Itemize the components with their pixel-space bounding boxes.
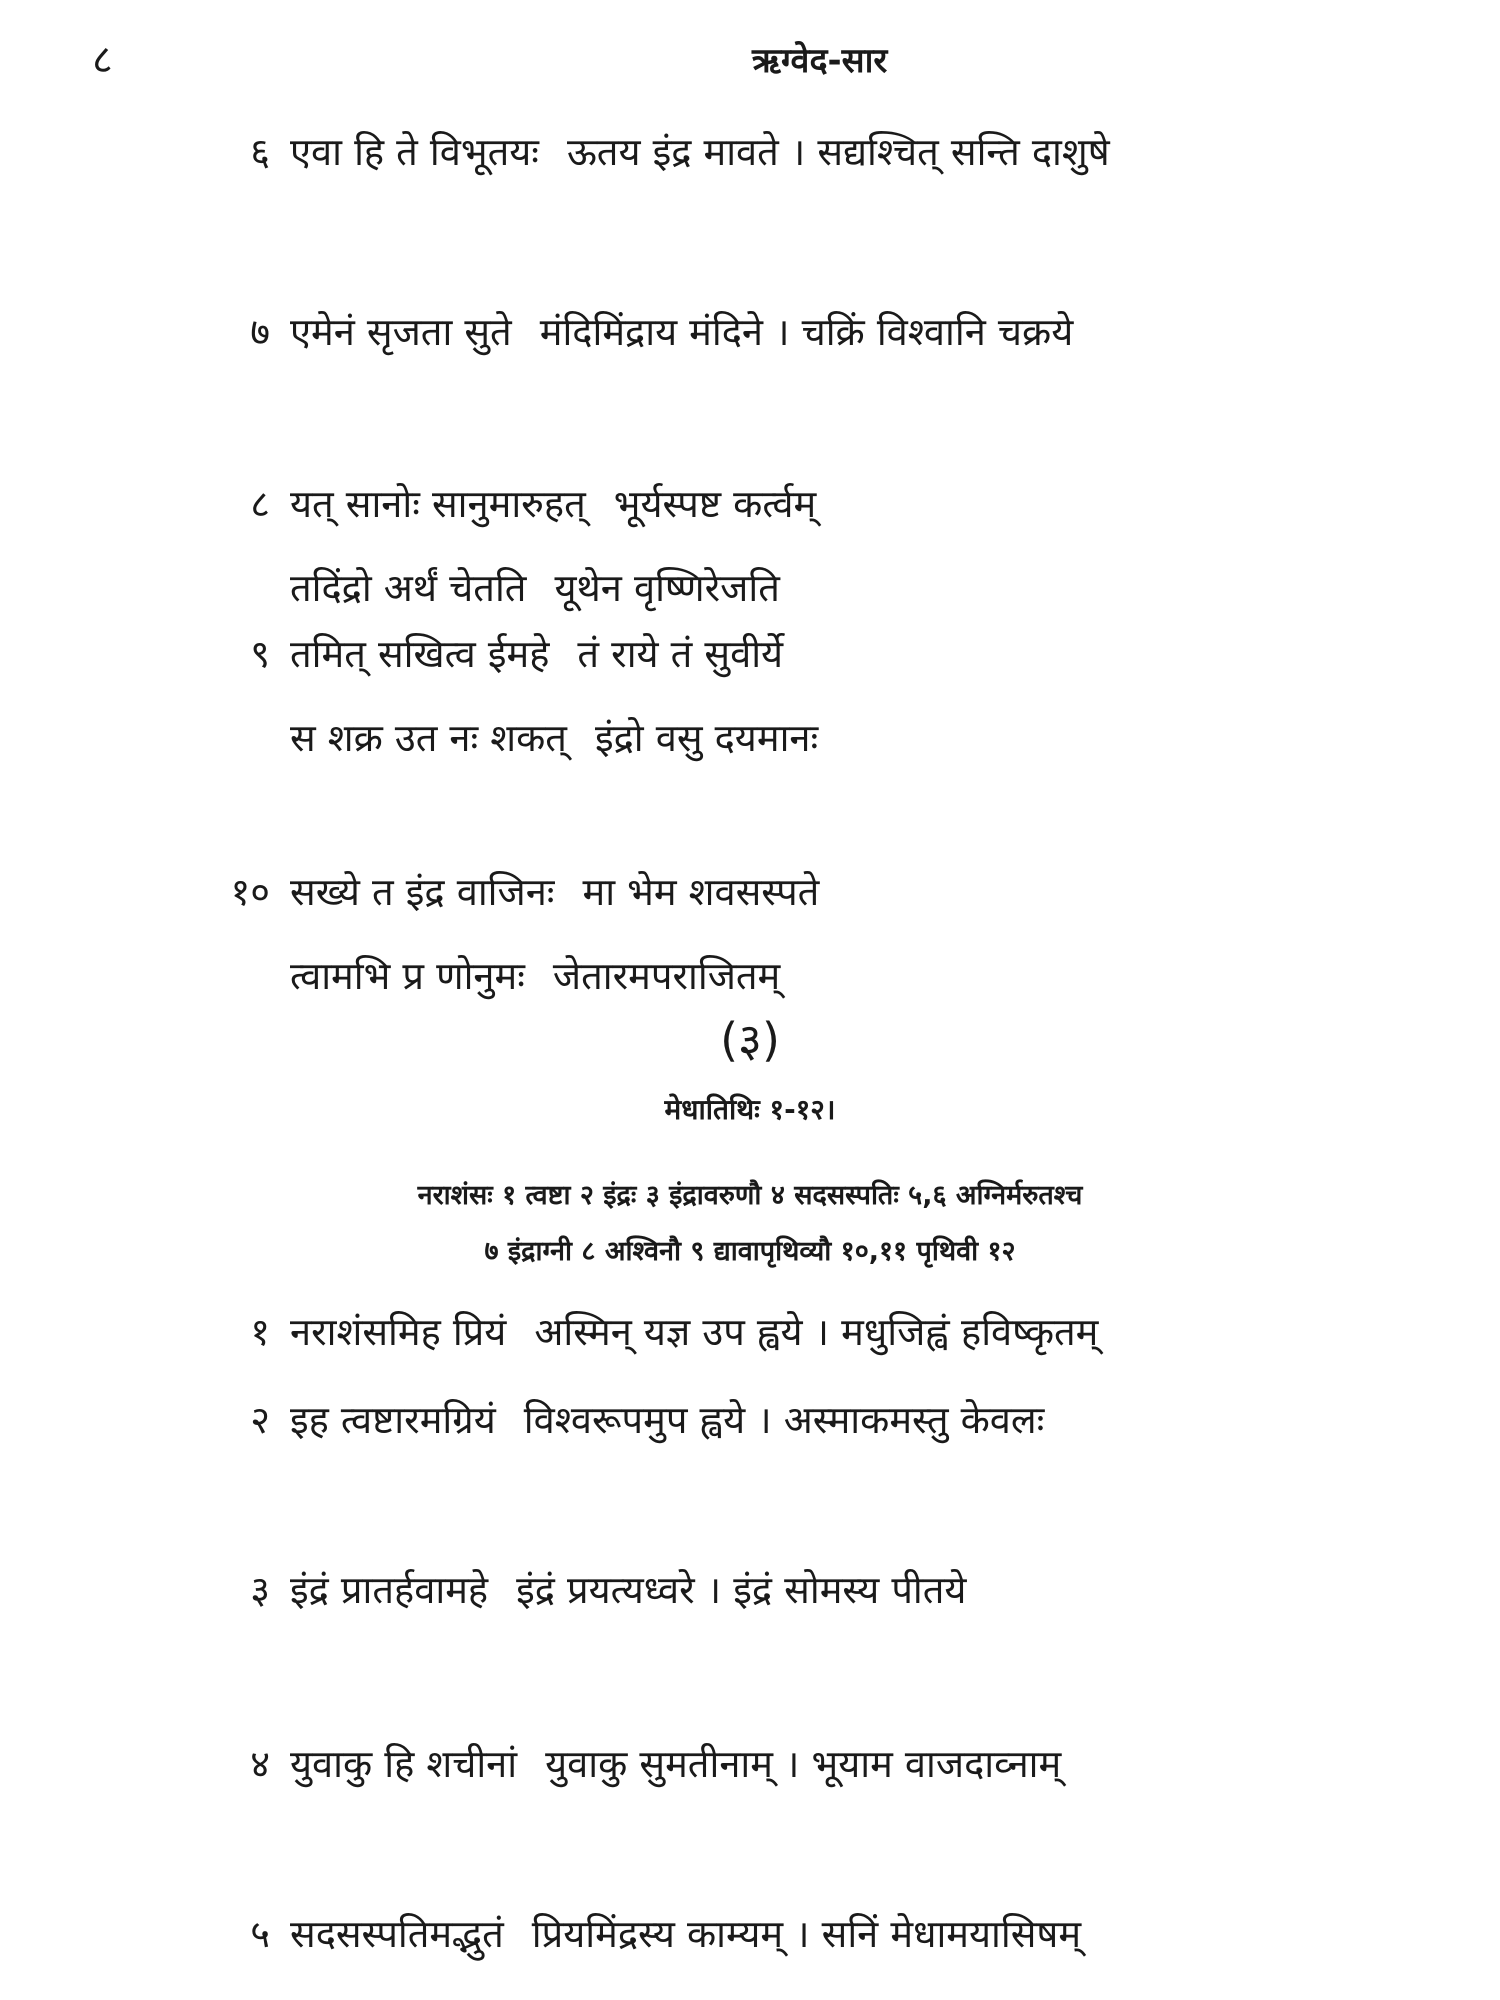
- verse-number: १०: [230, 870, 270, 914]
- section-number: (३): [720, 1013, 780, 1067]
- verse-7: [250, 290, 1074, 374]
- verse-6: [250, 110, 1110, 194]
- verse-3: [250, 1548, 967, 1632]
- verse-number: ३: [250, 1568, 270, 1612]
- devata-block: [0, 1168, 1500, 1280]
- devata-line: नराशंसः १ त्वष्टा २ इंद्रः ३ इंद्रावरुणौ ४ सदसस्पतिः ५,६ अग्निर्मरुतश्च: [417, 1180, 1083, 1211]
- verse-line: इह त्वष्टारमग्रियं विश्वरूपमुप ह्वये । अस्माकमस्तु केवलः: [290, 1398, 1045, 1442]
- verse-line: एवा हि ते विभूतयः ऊतय इंद्र मावते । सद्यश्चित् सन्ति दाशुषे: [290, 130, 1110, 174]
- verse-line: तमित् सखित्व ईमहे तं राये तं सुवीर्ये: [290, 632, 784, 676]
- verse-number: ८: [250, 482, 270, 526]
- verse-9: [250, 612, 819, 780]
- verse-line: सख्ये त इंद्र वाजिनः मा भेम शवसस्पते: [290, 870, 820, 914]
- verse-2: [250, 1378, 1045, 1462]
- verse-number: २: [250, 1398, 270, 1442]
- verse-number: ७: [250, 310, 270, 354]
- verse-line: स शक्र उत नः शकत् इंद्रो वसु दयमानः: [290, 716, 819, 760]
- devata-line: ७ इंद्राग्नी ८ अश्विनौ ९ द्यावापृथिव्यौ १०,११ पृथिवी १२: [484, 1236, 1016, 1267]
- verse-number: ४: [250, 1742, 270, 1786]
- verse-number: १: [250, 1310, 270, 1354]
- verse-1: [250, 1290, 1099, 1374]
- verse-line: सदसस्पतिमद्भुतं प्रियमिंद्रस्य काम्यम् । सनिं मेधामयासिषम्: [290, 1912, 1082, 1956]
- verse-line: त्वामभि प्र णोनुमः जेतारमपराजितम्: [290, 954, 781, 998]
- verse-5: [250, 1892, 1082, 1976]
- verse-number: ६: [250, 130, 270, 174]
- verse-line: इंद्रं प्रातर्हवामहे इंद्रं प्रयत्यध्वरे । इंद्रं सोमस्य पीतये: [290, 1568, 967, 1612]
- rishi-line: मेधातिथिः १-१२।: [664, 1093, 836, 1126]
- verse-line: यत् सानोः सानुमारुहत् भूर्यस्पष्ट कर्त्वम्: [290, 482, 817, 526]
- verse-line: नराशंसमिह प्रियं अस्मिन् यज्ञ उप ह्वये । मधुजिह्वं हविष्कृतम्: [290, 1310, 1099, 1354]
- page-number: ८: [92, 37, 113, 83]
- verse-10: [230, 850, 820, 1018]
- running-title: ऋग्वेद-सार: [752, 41, 888, 81]
- verse-8: [250, 462, 817, 630]
- verse-line: एमेनं सृजता सुते मंदिमिंद्राय मंदिने । चक्रिं विश्वानि चक्रये: [290, 310, 1074, 354]
- verse-line: तदिंद्रो अर्थं चेतति यूथेन वृष्णिरेजति: [290, 566, 780, 610]
- verse-number: ९: [250, 632, 270, 676]
- verse-4: [250, 1722, 1062, 1806]
- verse-number: ५: [250, 1912, 270, 1956]
- verse-line: युवाकु हि शचीनां युवाकु सुमतीनाम् । भूयाम वाजदाव्नाम्: [290, 1742, 1062, 1786]
